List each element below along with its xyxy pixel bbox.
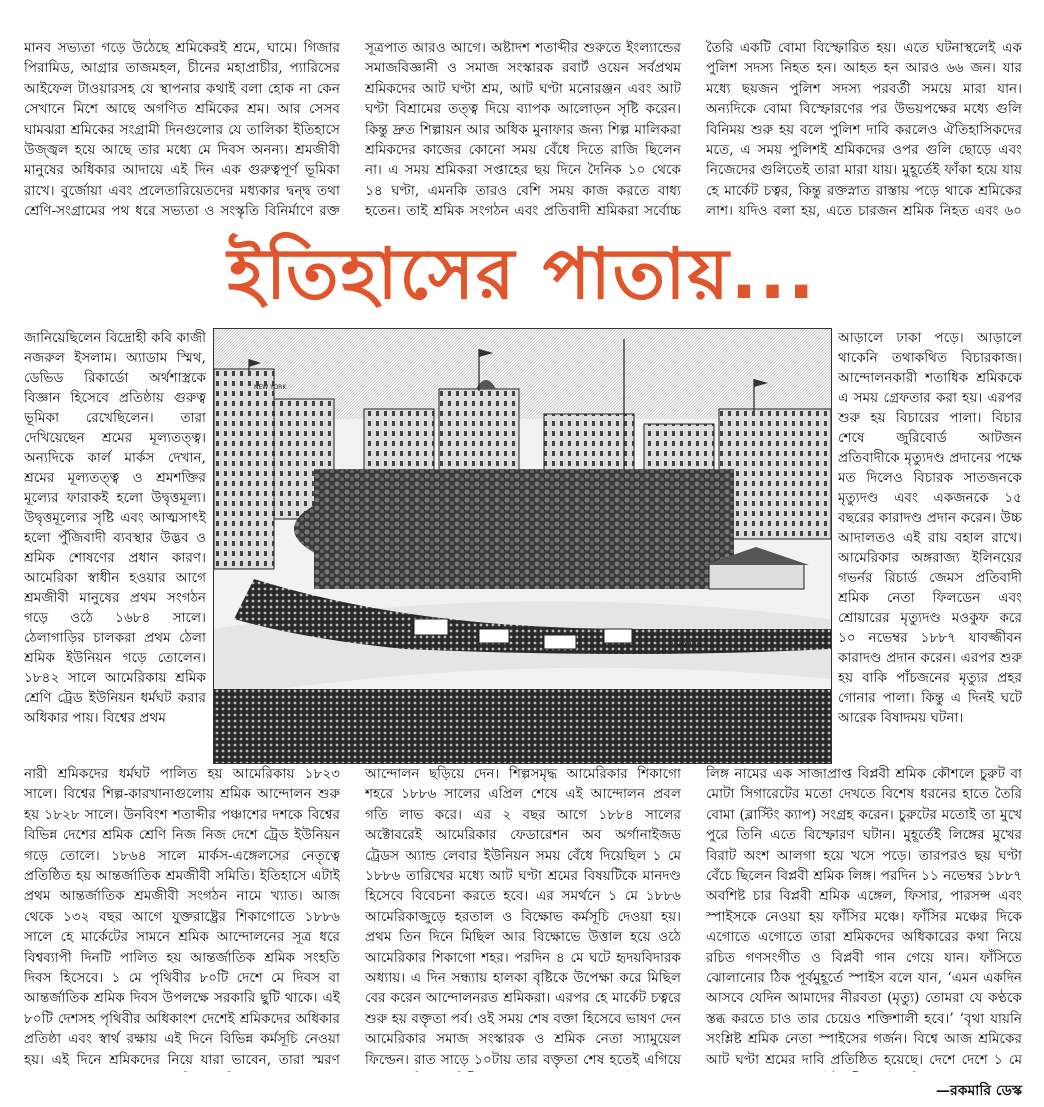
article-column-middle-left — [24, 328, 206, 762]
article-text: জানিয়েছিলেন বিদ্রোহী কবি কাজী নজরুল ইসলাম। অ্যাডাম স্মিথ, ডেভিড রিকার্ডো অর্থশাস্ত্রকে বিজ্ঞান হিসেবে প্রতিষ্ঠায় গুরুত্ব ভূমিকা রেখেছিলেন। তারা দেখিয়েছেন শ্রমের মূল্যতত্ত্ব। অন্যদিকে কার্ল মার্কস দেখান, শ্রমের মূল্যতত্ত্ব ও শ্রমশক্তির মূল্যের ফারাকই হলো উদ্বৃত্তমূল্য। উদ্বৃত্তমূল্যের সৃষ্টি এবং আত্মসাৎই হলো পুঁজিবাদী ব্যবস্থার উদ্ভব ও শ্রমিক শোষণের প্রধান কারণ। আমেরিকা স্বাধীন হওয়ার আগে শ্রমজীবী মানুষের প্রথম সংগঠন গড়ে ওঠে ১৬৮৪ সালে। ঠেলাগাড়ির চালকরা প্রথম ঠেলা শ্রমিক ইউনিয়ন গড়ে তোলেন। ১৮৪২ সালে আমেরিকায় শ্রমিক শ্রেণি ট্রেড ইউনিয়ন ধর্মঘট করার অধিকার পায়। বিশ্বের প্রথম — [24, 330, 206, 726]
headline: ইতিহাসের পাতায়... — [227, 233, 817, 315]
article-column-middle-right — [838, 328, 1022, 762]
article-text: আন্দোলন ছড়িয়ে দেন। শিল্পসমৃদ্ধ আমেরিকার শিকাগো শহরে ১৮৮৬ সালের এপ্রিল শেষে এই আন্দোলন প্রবল গতি লাভ করে। এর ২ বছর আগে ১৮৮৪ সালের অক্টোবরেই আমেরিকার ফেডারেশন অব অর্গানাইজড ট্রেডস অ্যান্ড লেবার ইউনিয়ন সময় বেঁধে দিয়েছিল ১ মে ১৮৮৬ তারিখের মধ্যে আট ঘণ্টা শ্রমের বিষয়টিকে মানদণ্ড হিসেবে বিবেচনা করতে হবে। এর সমর্থনে ১ মে ১৮৮৬ আমেরিকাজুড়ে হরতাল ও বিক্ষোভ কর্মসূচি দেওয়া হয়। প্রথম তিন দিনে মিছিল আর বিক্ষোভে উত্তাল হয়ে ওঠে আমেরিকার শিকাগো শহর। পরদিন ৪ মে ঘটে হৃদয়বিদারক অধ্যায়। এ দিন সন্ধ্যায় হালকা বৃষ্টিকে উপেক্ষা করে মিছিল বের করেন আন্দোলনরত শ্রমিকরা। এরপর হে মার্কেট চত্বরে শুরু হয় বক্তৃতা পর্ব। ওই সময় শেষ বক্তা হিসেবে ভাষণ দেন আমেরিকার সমাজ সংস্কারক ও শ্রমিক নেতা স্যামুয়েল ফিল্ডেন। রাত সাড়ে ১০টায় তার বক্তৃতা শেষ হতেই এগিয়ে — [365, 766, 681, 1068]
byline-credit: —রকমারি ডেস্ক — [936, 1083, 1022, 1099]
article-text: মানব সভ্যতা গড়ে উঠেছে শ্রমিকেরই শ্রমে, ঘামে। গিজার পিরামিড, আগ্রার তাজমহল, চীনের মহাপ্রাচীর, প্যারিসের আইফেল টাওয়ারসহ যে স্থাপনার কথাই বলা হোক না কেন সেখানে মিশে আছে অগণিত শ্রমিকের শ্রম। আর সেসব ঘামঝরা শ্রমিকের সংগ্রামী দিনগুলোর যে তালিকা ইতিহাসে উজ্জ্বল হয়ে আছে তার মধ্যে মে দিবস অনন্য। শ্রমজীবী মানুষের অধিকার আদায়ে এই দিন এক গুরুত্বপূর্ণ ভূমিকা রাখে। বুর্জোয়া এবং প্রলেতারিয়েতদের মধ্যকার দ্বন্দ্ব তথা শ্রেণি-সংগ্রামের পথ ধরে সভ্যতা ও সংস্কৃতি বিনির্মাণে রক্ত — [24, 40, 340, 220]
historical-engraving — [213, 328, 832, 764]
article-column-bottom-3 — [706, 764, 1022, 1072]
article-column-bottom-1 — [24, 764, 340, 1072]
article-text: নারী শ্রমিকদের ধর্মঘট পালিত হয় আমেরিকায় ১৮২৩ সালে। বিশ্বের শিল্প-কারখানাগুলোয় শ্রমিক আন্দোলন শুরু হয় ১৮২৮ সালে। উনবিংশ শতাব্দীর পঞ্চাশের দশকে বিশ্বের বিভিন্ন দেশের শ্রমিক শ্রেণি নিজ নিজ দেশে ট্রেড ইউনিয়ন গড়ে তোলে। ১৮৬৪ সালে মার্কস-এঙ্গেলসের নেতৃত্বে প্রতিষ্ঠিত হয় আন্তর্জাতিক শ্রমজীবী সমিতি। ইতিহাসে এটাই প্রথম আন্তর্জাতিক শ্রমজীবী সংগঠন নামে খ্যাত। আজ থেকে ১৩২ বছর আগে যুক্তরাষ্ট্রের শিকাগোতে ১৮৮৬ সালে হে মার্কেটের সামনে শ্রমিক আন্দোলনের সূত্র ধরে বিশ্বব্যাপী দিনটি পালিত হয় আন্তর্জাতিক শ্রমিক সংহতি দিবস হিসেবে। ১ মে পৃথিবীর ৮০টি দেশে মে দিবস বা আন্তর্জাতিক শ্রমিক দিবস উপলক্ষে সরকারি ছুটি থাকে। এই ৮০টি দেশসহ পৃথিবীর অধিকাংশ দেশেই শ্রমিকদের অধিকার প্রতিষ্ঠা এবং স্বার্থ রক্ষায় এই দিনে বিভিন্ন কর্মসূচি নেওয়া হয়। এই দিনে শ্রমিকদের নিয়ে যারা ভাবেন, তারা স্মরণ — [24, 766, 340, 1068]
article-text: সূত্রপাত আরও আগে। অষ্টাদশ শতাব্দীর শুরুতে ইংল্যান্ডের সমাজবিজ্ঞানী ও সমাজ সংস্কারক রবার্ট ওয়েন সর্বপ্রথম শ্রমিকদের আট ঘণ্টা শ্রম, আট ঘণ্টা মনোরঞ্জন এবং আট ঘণ্টা বিশ্রামের তত্ত্ব দিয়ে ব্যাপক আলোড়ন সৃষ্টি করেন। কিন্তু দ্রুত শিল্পায়ন আর অধিক মুনাফার জন্য শিল্প মালিকরা শ্রমিকদের কাজের কোনো সময় বেঁধে দিতে রাজি ছিলেন না। এ সময় শ্রমিকরা সপ্তাহের ছয় দিনে দৈনিক ১০ থেকে ১৪ ঘণ্টা, এমনকি তারও বেশি সময় কাজ করতে বাধ্য হতেন। তাই শ্রমিক সংগঠন এবং প্রতিবাদী শ্রমিকরা সর্বোচ্চ — [365, 40, 681, 220]
banner-sign: 8 HOURS — [669, 641, 701, 649]
article-column-top-2 — [365, 38, 681, 222]
article-column-top-3 — [706, 38, 1022, 222]
building-sign: NEW YORK — [254, 384, 287, 391]
article-column-top-1 — [24, 38, 340, 222]
article-text: আড়ালে ঢাকা পড়ে। আড়ালে থাকেনি তথাকথিত বিচারকাজ। আন্দোলনকারী শতাধিক শ্রমিককে এ সময় গ্রেফতার করা হয়। এরপর শুরু হয় বিচারের পালা। বিচার শেষে জুরিবোর্ড আটজন প্রতিবাদীকে মৃত্যুদণ্ড প্রদানের পক্ষে মত দিলেও বিচারক সাতজনকে মৃত্যুদণ্ড এবং একজনকে ১৫ বছরের কারাদণ্ড প্রদান করেন। উচ্চ আদালতও এই রায় বহাল রাখে। আমেরিকার অঙ্গরাজ্য ইলিনয়ের গভর্নর রিচার্ড জেমস প্রতিবাদী শ্রমিক নেতা ফিলডেন এবং শ্রোয়ারের মৃত্যুদণ্ড মওকুফ করে ১০ নভেম্বর ১৮৮৭ যাবজ্জীবন কারাদণ্ড প্রদান করেন। এরপর শুরু হয় বাকি পাঁচজনের মৃত্যুর প্রহর গোনার পালা। কিন্তু এ দিনই ঘটে আরেক বিষাদময় ঘটনা। — [838, 330, 1022, 726]
article-column-bottom-2 — [365, 764, 681, 1072]
article-text: লিঙ্গ নামের এক সাজাপ্রাপ্ত বিপ্লবী শ্রমিক কৌশলে চুরুট বা মোটা সিগারেটের মতো দেখতে বিশেষ ধরনের হাতে তৈরি বোমা (ব্লাস্টিং ক্যাপ) সংগ্রহ করেন। চুরুটের মতোই তা মুখে পুরে তিনি এতে বিস্ফোরণ ঘটান। মুহূর্তেই লিঙ্গের মুখের বিরাট অংশ আলগা হয়ে খসে পড়ে। তারপরও ছয় ঘণ্টা বেঁচে ছিলেন বিপ্লবী শ্রমিক লিঙ্গ। পরদিন ১১ নভেম্বর ১৮৮৭ অবশিষ্ট চার বিপ্লবী শ্রমিক এঙ্গেল, ফিসার, পারসন্স এবং স্পাইসকে নেওয়া হয় ফাঁসির মঞ্চে। ফাঁসির মঞ্চের দিকে এগোতে এগোতে তারা শ্রমিকদের অধিকারের কথা নিয়ে রচিত গণসংগীত ও বিপ্লবী গান গেয়ে যান। ফাঁসিতে ঝোলানোর ঠিক পূর্বমুহূর্তে স্পাইস বলে যান, ‘এমন একদিন আসবে যেদিন আমাদের নীরবতা (মৃত্যু) তোমরা যে কণ্ঠকে স্তব্ধ করতে চাও তার চেয়েও শক্তিশালী হবে।’ ‘বৃথা যায়নি সংশ্লিষ্ট শ্রমিক নেতা স্পাইসের গর্জন। বিশ্বে আজ শ্রমিকের আট ঘণ্টা শ্রমের দাবি প্রতিষ্ঠিত হয়েছে। দেশে দেশে ১ মে — [706, 766, 1022, 1068]
article-text: তৈরি একটি বোমা বিস্ফোরিত হয়। এতে ঘটনাস্থলেই এক পুলিশ সদস্য নিহত হন। আহত হন আরও ৬৬ জন। যার মধ্যে ছয়জন পুলিশ সদস্য পরবর্তী সময়ে মারা যান। অন্যদিকে বোমা বিস্ফোরণের পর উভয়পক্ষের মধ্যে গুলি বিনিময় শুরু হয় বলে পুলিশ দাবি করলেও ঐতিহাসিকদের মতে, এ সময় পুলিশই শ্রমিকদের ওপর গুলি ছোড়ে এবং নিজেদের গুলিতেই তারা মারা যায়। মুহূর্তেই ফাঁকা হয়ে যায় হে মার্কেট চত্বর, কিন্তু রক্তস্নাত রাস্তায় পড়ে থাকে শ্রমিকের লাশ। যদিও বলা হয়, এতে চারজন শ্রমিক নিহত এবং ৬০ — [706, 40, 1022, 220]
